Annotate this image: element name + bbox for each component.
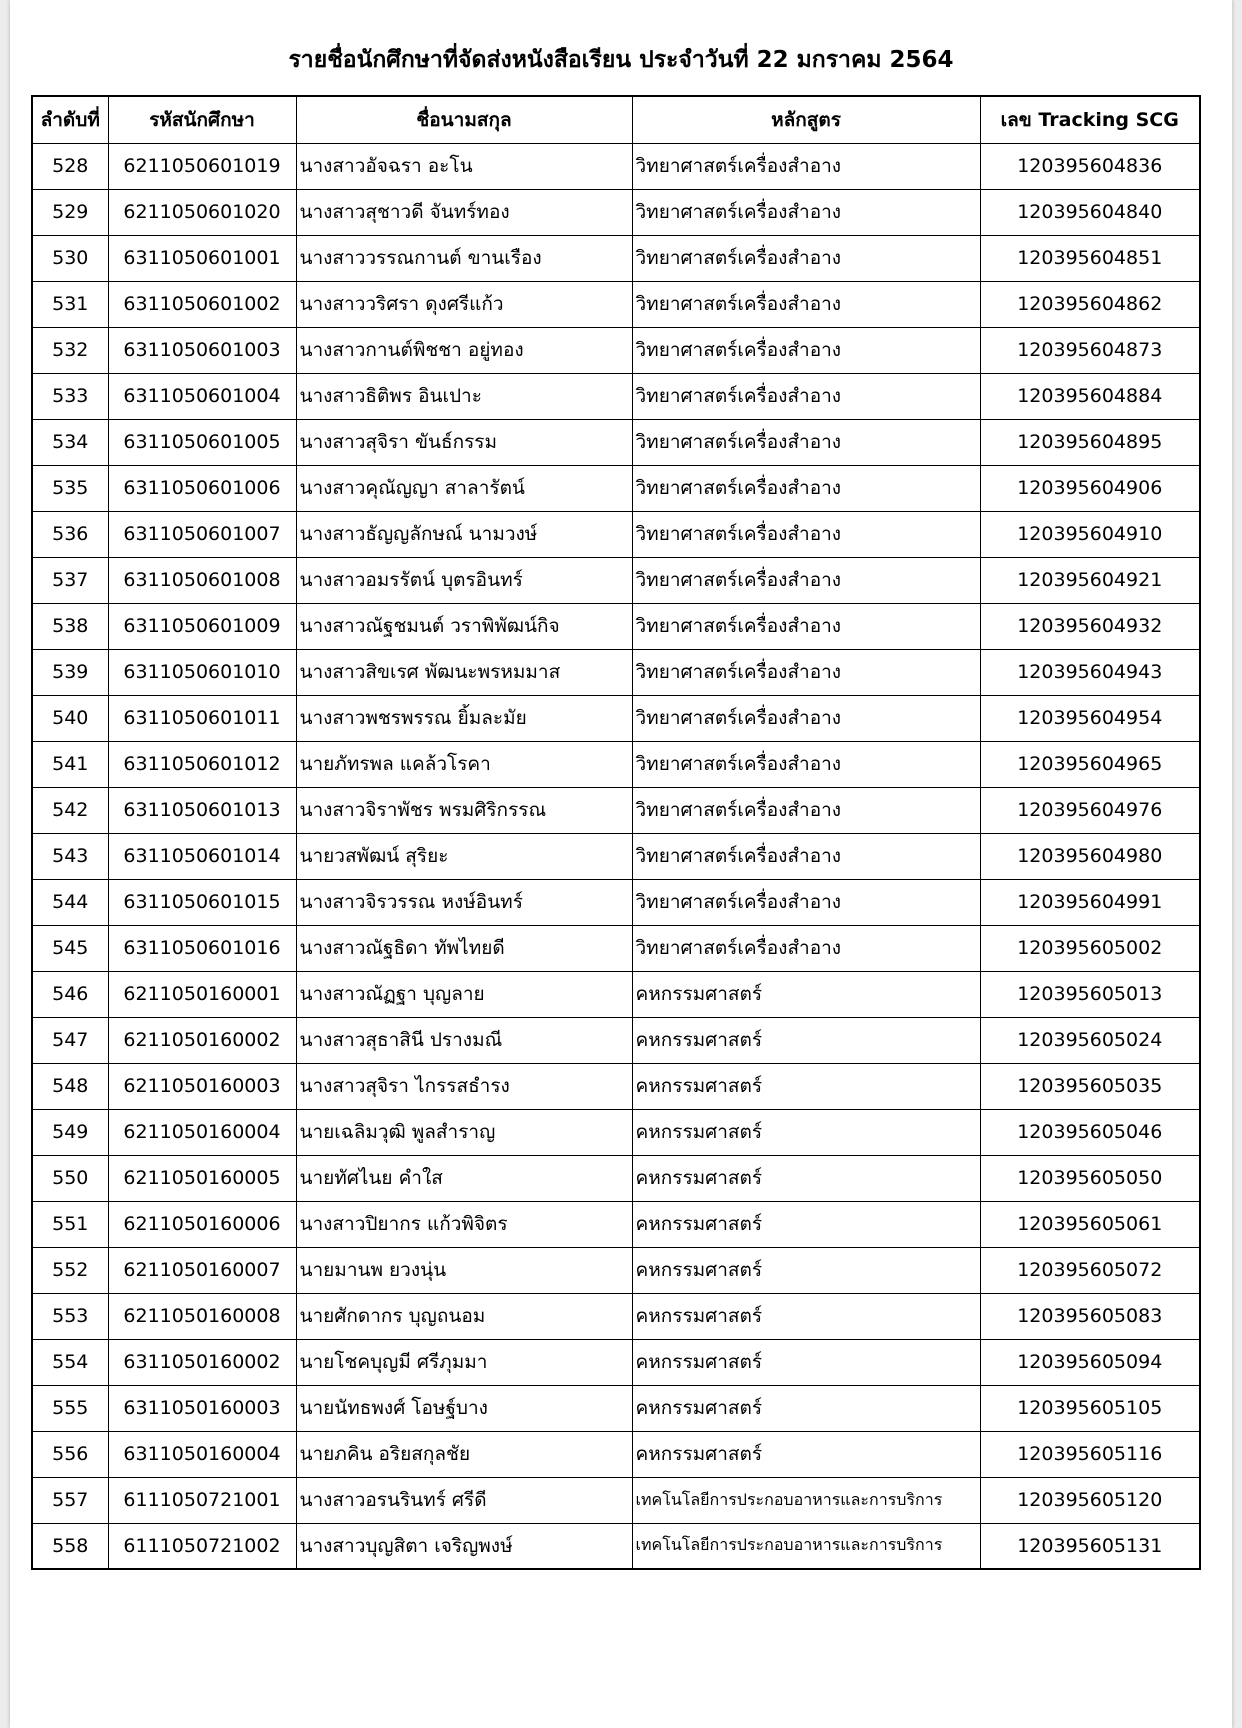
full-name-cell: นางสาวณัฐธิดา ทัพไทยดี (296, 925, 632, 971)
tracking-number-cell: 120395605131 (980, 1523, 1200, 1569)
student-id-cell: 6211050160002 (108, 1017, 296, 1063)
full-name-cell: นางสาวสุชาวดี จันทร์ทอง (296, 189, 632, 235)
full-name-cell: นางสาวอรนรินทร์ ศรีดี (296, 1477, 632, 1523)
student-id-cell: 6311050601007 (108, 511, 296, 557)
table-row (32, 1293, 1200, 1339)
student-id-cell: 6311050601002 (108, 281, 296, 327)
table-row (32, 787, 1200, 833)
course-cell: วิทยาศาสตร์เครื่องสำอาง (632, 419, 980, 465)
course-cell: คหกรรมศาสตร์ (632, 971, 980, 1017)
full-name-cell: นายนัทธพงศ์ โอษฐ์บาง (296, 1385, 632, 1431)
course-cell: คหกรรมศาสตร์ (632, 1431, 980, 1477)
student-id-cell: 6311050601004 (108, 373, 296, 419)
student-id-cell: 6311050601008 (108, 557, 296, 603)
table-header-row (32, 96, 1200, 143)
order-no-cell: 531 (32, 281, 108, 327)
course-cell: เทคโนโลยีการประกอบอาหารและการบริการ (632, 1477, 980, 1523)
tracking-number-cell: 120395604991 (980, 879, 1200, 925)
full-name-cell: นางสาวบุญสิตา เจริญพงษ์ (296, 1523, 632, 1569)
table-row (32, 1477, 1200, 1523)
table-row (32, 1155, 1200, 1201)
student-id-cell: 6311050601014 (108, 833, 296, 879)
student-id-cell: 6311050160002 (108, 1339, 296, 1385)
table-row (32, 419, 1200, 465)
tracking-number-cell: 120395604976 (980, 787, 1200, 833)
course-cell: วิทยาศาสตร์เครื่องสำอาง (632, 833, 980, 879)
full-name-cell: นายเฉลิมวุฒิ พูลสำราญ (296, 1109, 632, 1155)
order-no-cell: 536 (32, 511, 108, 557)
tracking-number-cell: 120395605105 (980, 1385, 1200, 1431)
course-cell: คหกรรมศาสตร์ (632, 1017, 980, 1063)
student-id-cell: 6311050601013 (108, 787, 296, 833)
course-cell: วิทยาศาสตร์เครื่องสำอาง (632, 695, 980, 741)
student-id-cell: 6311050601011 (108, 695, 296, 741)
header-order-no: ลำดับที่ (32, 96, 108, 143)
course-cell: เทคโนโลยีการประกอบอาหารและการบริการ (632, 1523, 980, 1569)
tracking-number-cell: 120395604895 (980, 419, 1200, 465)
tracking-number-cell: 120395604921 (980, 557, 1200, 603)
tracking-number-cell: 120395604943 (980, 649, 1200, 695)
tracking-number-cell: 120395605061 (980, 1201, 1200, 1247)
table-row (32, 1523, 1200, 1569)
order-no-cell: 534 (32, 419, 108, 465)
full-name-cell: นางสาวสุจิรา ไกรรสธำรง (296, 1063, 632, 1109)
order-no-cell: 533 (32, 373, 108, 419)
table-row (32, 511, 1200, 557)
page-title: รายชื่อนักศึกษาที่จัดส่งหนังสือเรียน ประจำวันที่ 22 มกราคม 2564 (288, 47, 954, 73)
full-name-cell: นางสาวสุธาสินี ปรางมณี (296, 1017, 632, 1063)
tracking-number-cell: 120395605120 (980, 1477, 1200, 1523)
course-cell: คหกรรมศาสตร์ (632, 1385, 980, 1431)
course-cell: คหกรรมศาสตร์ (632, 1201, 980, 1247)
table-row (32, 879, 1200, 925)
order-no-cell: 547 (32, 1017, 108, 1063)
order-no-cell: 557 (32, 1477, 108, 1523)
course-cell: วิทยาศาสตร์เครื่องสำอาง (632, 741, 980, 787)
table-row (32, 235, 1200, 281)
student-id-cell: 6211050160006 (108, 1201, 296, 1247)
table-row (32, 1109, 1200, 1155)
full-name-cell: นางสาวธัญญลักษณ์ นามวงษ์ (296, 511, 632, 557)
student-id-cell: 6311050601009 (108, 603, 296, 649)
tracking-number-cell: 120395605116 (980, 1431, 1200, 1477)
order-no-cell: 551 (32, 1201, 108, 1247)
student-id-cell: 6211050160004 (108, 1109, 296, 1155)
full-name-cell: นางสาวปิยากร แก้วพิจิตร (296, 1201, 632, 1247)
student-shipment-table (31, 95, 1201, 1570)
order-no-cell: 532 (32, 327, 108, 373)
order-no-cell: 530 (32, 235, 108, 281)
course-cell: คหกรรมศาสตร์ (632, 1109, 980, 1155)
student-id-cell: 6111050721002 (108, 1523, 296, 1569)
tracking-number-cell: 120395604836 (980, 143, 1200, 189)
order-no-cell: 549 (32, 1109, 108, 1155)
course-cell: วิทยาศาสตร์เครื่องสำอาง (632, 327, 980, 373)
course-cell: วิทยาศาสตร์เครื่องสำอาง (632, 465, 980, 511)
course-cell: คหกรรมศาสตร์ (632, 1155, 980, 1201)
table-row (32, 833, 1200, 879)
course-cell: วิทยาศาสตร์เครื่องสำอาง (632, 925, 980, 971)
tracking-number-cell: 120395605050 (980, 1155, 1200, 1201)
header-course: หลักสูตร (632, 96, 980, 143)
course-cell: วิทยาศาสตร์เครื่องสำอาง (632, 373, 980, 419)
order-no-cell: 529 (32, 189, 108, 235)
order-no-cell: 546 (32, 971, 108, 1017)
tracking-number-cell: 120395604884 (980, 373, 1200, 419)
tracking-number-cell: 120395604851 (980, 235, 1200, 281)
order-no-cell: 552 (32, 1247, 108, 1293)
table-row (32, 741, 1200, 787)
header-tracking: เลข Tracking SCG (980, 96, 1200, 143)
order-no-cell: 544 (32, 879, 108, 925)
student-id-cell: 6311050601001 (108, 235, 296, 281)
table-row (32, 1247, 1200, 1293)
full-name-cell: นางสาวจิรวรรณ หงษ์อินทร์ (296, 879, 632, 925)
tracking-number-cell: 120395605035 (980, 1063, 1200, 1109)
student-id-cell: 6311050160004 (108, 1431, 296, 1477)
course-cell: วิทยาศาสตร์เครื่องสำอาง (632, 557, 980, 603)
student-id-cell: 6211050601020 (108, 189, 296, 235)
full-name-cell: นายวสพัฒน์ สุริยะ (296, 833, 632, 879)
full-name-cell: นางสาวจิราพัชร พรมศิริกรรณ (296, 787, 632, 833)
course-cell: คหกรรมศาสตร์ (632, 1339, 980, 1385)
table-row (32, 1017, 1200, 1063)
full-name-cell: นางสาวสุจิรา ขันธ์กรรม (296, 419, 632, 465)
table-row (32, 373, 1200, 419)
tracking-number-cell: 120395604840 (980, 189, 1200, 235)
tracking-number-cell: 120395605046 (980, 1109, 1200, 1155)
course-cell: คหกรรมศาสตร์ (632, 1293, 980, 1339)
course-cell: วิทยาศาสตร์เครื่องสำอาง (632, 189, 980, 235)
student-id-cell: 6211050160005 (108, 1155, 296, 1201)
table-row (32, 1385, 1200, 1431)
full-name-cell: นางสาวสิขเรศ พัฒนะพรหมมาส (296, 649, 632, 695)
full-name-cell: นายมานพ ยวงนุ่น (296, 1247, 632, 1293)
full-name-cell: นายภัทรพล แคล้วโรคา (296, 741, 632, 787)
order-no-cell: 545 (32, 925, 108, 971)
course-cell: วิทยาศาสตร์เครื่องสำอาง (632, 235, 980, 281)
tracking-number-cell: 120395604932 (980, 603, 1200, 649)
student-id-cell: 6211050160001 (108, 971, 296, 1017)
table-row (32, 557, 1200, 603)
full-name-cell: นางสาวคุณัญญา สาลารัตน์ (296, 465, 632, 511)
order-no-cell: 554 (32, 1339, 108, 1385)
full-name-cell: นางสาวอัจฉรา อะโน (296, 143, 632, 189)
student-id-cell: 6311050601015 (108, 879, 296, 925)
course-cell: วิทยาศาสตร์เครื่องสำอาง (632, 143, 980, 189)
student-id-cell: 6211050601019 (108, 143, 296, 189)
student-id-cell: 6211050160007 (108, 1247, 296, 1293)
student-id-cell: 6311050601003 (108, 327, 296, 373)
table-row (32, 189, 1200, 235)
order-no-cell: 548 (32, 1063, 108, 1109)
table-body (32, 143, 1200, 1569)
order-no-cell: 555 (32, 1385, 108, 1431)
order-no-cell: 541 (32, 741, 108, 787)
header-full-name: ชื่อนามสกุล (296, 96, 632, 143)
table-row (32, 649, 1200, 695)
student-id-cell: 6211050160003 (108, 1063, 296, 1109)
course-cell: วิทยาศาสตร์เครื่องสำอาง (632, 511, 980, 557)
full-name-cell: นางสาวพชรพรรณ ยิ้มละมัย (296, 695, 632, 741)
table-row (32, 925, 1200, 971)
full-name-cell: นางสาวธิติพร อินเปาะ (296, 373, 632, 419)
table-row (32, 603, 1200, 649)
full-name-cell: นางสาววรรณกานต์ ขานเรือง (296, 235, 632, 281)
full-name-cell: นางสาววริศรา ดุงศรีแก้ว (296, 281, 632, 327)
order-no-cell: 537 (32, 557, 108, 603)
order-no-cell: 556 (32, 1431, 108, 1477)
table-row (32, 281, 1200, 327)
full-name-cell: นางสาวอมรรัตน์ บุตรอินทร์ (296, 557, 632, 603)
student-id-cell: 6111050721001 (108, 1477, 296, 1523)
order-no-cell: 540 (32, 695, 108, 741)
order-no-cell: 542 (32, 787, 108, 833)
full-name-cell: นางสาวณัฐชมนต์ วราพิพัฒน์กิจ (296, 603, 632, 649)
tracking-number-cell: 120395604980 (980, 833, 1200, 879)
tracking-number-cell: 120395605013 (980, 971, 1200, 1017)
table-row (32, 1339, 1200, 1385)
order-no-cell: 543 (32, 833, 108, 879)
table-row (32, 1063, 1200, 1109)
document-page (10, 0, 1232, 1728)
full-name-cell: นางสาวกานต์พิชชา อยู่ทอง (296, 327, 632, 373)
student-id-cell: 6311050601010 (108, 649, 296, 695)
course-cell: วิทยาศาสตร์เครื่องสำอาง (632, 603, 980, 649)
tracking-number-cell: 120395604954 (980, 695, 1200, 741)
tracking-number-cell: 120395605002 (980, 925, 1200, 971)
tracking-number-cell: 120395604873 (980, 327, 1200, 373)
course-cell: วิทยาศาสตร์เครื่องสำอาง (632, 281, 980, 327)
full-name-cell: นายภคิน อริยสกุลชัย (296, 1431, 632, 1477)
course-cell: วิทยาศาสตร์เครื่องสำอาง (632, 787, 980, 833)
header-student-id: รหัสนักศึกษา (108, 96, 296, 143)
tracking-number-cell: 120395604910 (980, 511, 1200, 557)
student-id-cell: 6311050601005 (108, 419, 296, 465)
order-no-cell: 539 (32, 649, 108, 695)
table-row (32, 327, 1200, 373)
course-cell: คหกรรมศาสตร์ (632, 1247, 980, 1293)
tracking-number-cell: 120395604965 (980, 741, 1200, 787)
table-row (32, 1431, 1200, 1477)
student-id-cell: 6311050601006 (108, 465, 296, 511)
full-name-cell: นายศักดากร บุญถนอม (296, 1293, 632, 1339)
tracking-number-cell: 120395605024 (980, 1017, 1200, 1063)
course-cell: วิทยาศาสตร์เครื่องสำอาง (632, 879, 980, 925)
course-cell: คหกรรมศาสตร์ (632, 1063, 980, 1109)
order-no-cell: 553 (32, 1293, 108, 1339)
course-cell: วิทยาศาสตร์เครื่องสำอาง (632, 649, 980, 695)
table-row (32, 695, 1200, 741)
table-row (32, 465, 1200, 511)
student-id-cell: 6311050601012 (108, 741, 296, 787)
order-no-cell: 558 (32, 1523, 108, 1569)
student-id-cell: 6311050160003 (108, 1385, 296, 1431)
tracking-number-cell: 120395605094 (980, 1339, 1200, 1385)
full-name-cell: นายทัศไนย คำใส (296, 1155, 632, 1201)
student-id-cell: 6311050601016 (108, 925, 296, 971)
tracking-number-cell: 120395605083 (980, 1293, 1200, 1339)
tracking-number-cell: 120395604862 (980, 281, 1200, 327)
full-name-cell: นายโชคบุญมี ศรีภุมมา (296, 1339, 632, 1385)
full-name-cell: นางสาวณัฏฐา บุญลาย (296, 971, 632, 1017)
table-row (32, 1201, 1200, 1247)
order-no-cell: 535 (32, 465, 108, 511)
student-id-cell: 6211050160008 (108, 1293, 296, 1339)
table-row (32, 971, 1200, 1017)
table-row (32, 143, 1200, 189)
order-no-cell: 550 (32, 1155, 108, 1201)
tracking-number-cell: 120395605072 (980, 1247, 1200, 1293)
tracking-number-cell: 120395604906 (980, 465, 1200, 511)
order-no-cell: 528 (32, 143, 108, 189)
order-no-cell: 538 (32, 603, 108, 649)
